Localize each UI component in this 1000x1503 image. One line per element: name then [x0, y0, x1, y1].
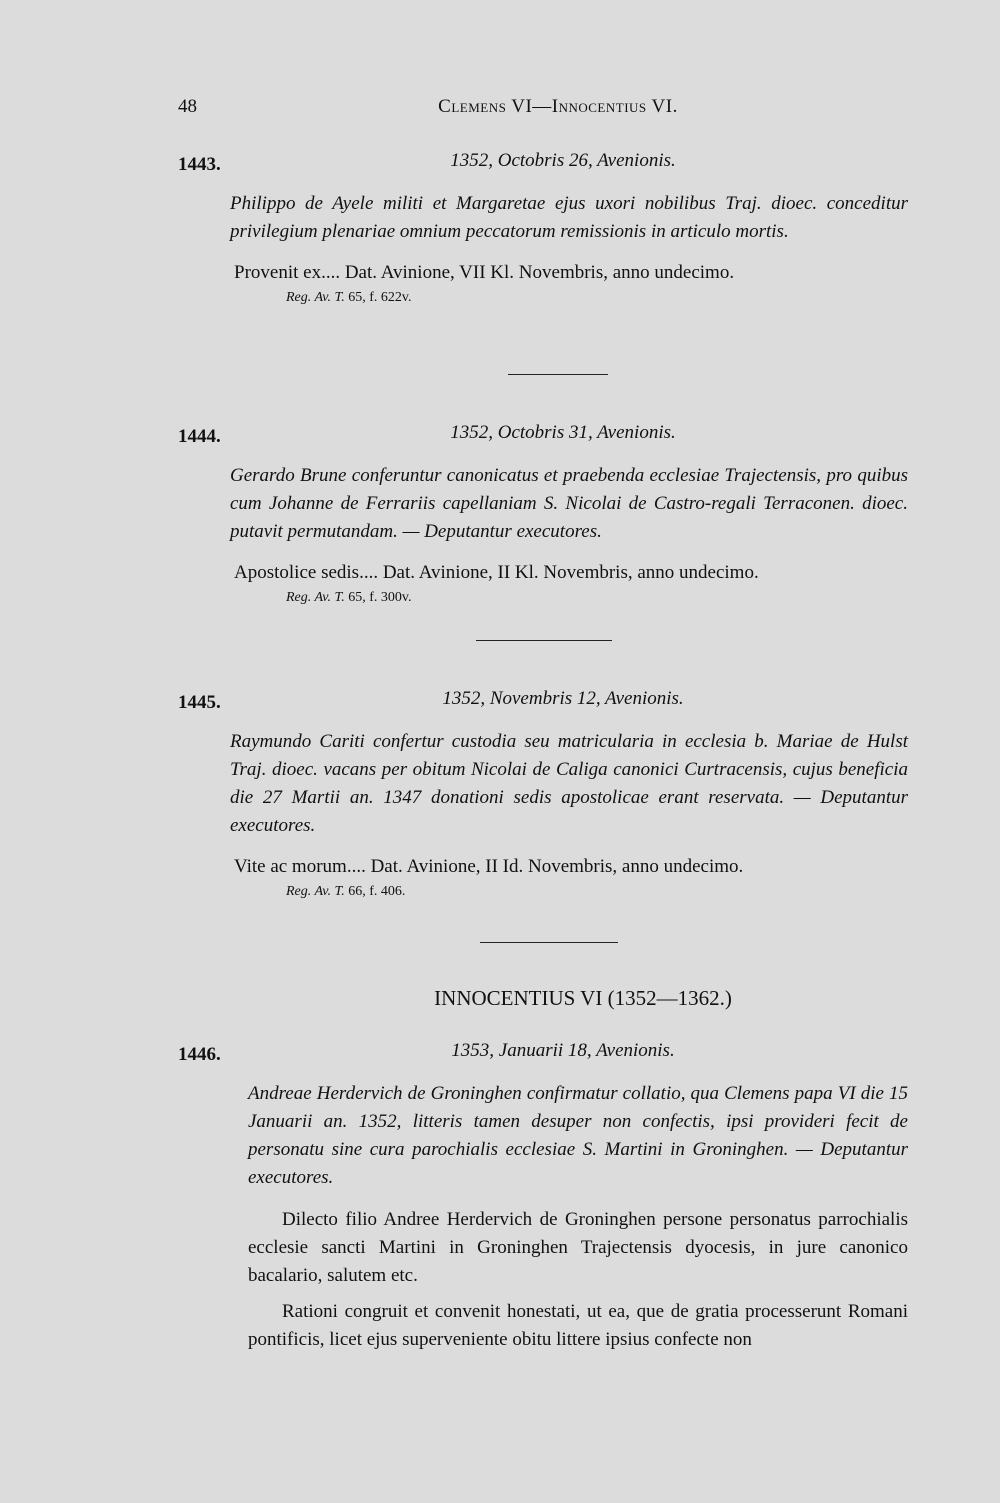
reference-location: 65, f. 622v.: [348, 290, 412, 305]
entry-1445: [178, 688, 908, 902]
entry-regest: Andreae Herdervich de Groninghen confirmatur collatio, qua Clemens papa VI die 15 Januarii an. 1352, litteris tamen desuper non confectis, ipsi provideri fecit de personatu sine cura parochialis ecclesiae S. Martini in Groninghen. — Deputantur executores.: [248, 1083, 908, 1188]
entry-1446: [178, 1040, 908, 1354]
reference-prefix: Reg. Av. T.: [286, 290, 345, 305]
page-header: [178, 96, 908, 128]
entry-number: 1444.: [178, 426, 221, 447]
reference-prefix: Reg. Av. T.: [286, 590, 345, 605]
entry-heading: [178, 422, 908, 452]
letter-address: Dilecto filio Andree Herdervich de Groninghen persone personatus parrochialis ecclesie sancti Martini in Groninghen Trajectensis dyocesis, in jure canonico bacalario, salutem etc.: [248, 1209, 908, 1286]
letter-body: Rationi congruit et convenit honestati, ut ea, que de gratia processerunt Romani pontificis, licet ejus superveniente obitu littere ipsius confecte non: [248, 1301, 908, 1350]
entry-dating: Provenit ex.... Dat. Avinione, VII Kl. Novembris, anno undecimo.: [234, 262, 735, 283]
entry-date: 1352, Octobris 26, Avenionis.: [450, 150, 676, 171]
running-title: Clemens VI—Innocentius VI.: [438, 96, 678, 117]
separator-rule: [508, 374, 608, 375]
entry-reference: [286, 882, 908, 902]
reference-location: 66, f. 406.: [348, 884, 406, 899]
reference-location: 65, f. 300v.: [348, 590, 412, 605]
entry-reference: [286, 588, 908, 608]
entry-1444: [178, 422, 908, 608]
entry-number: 1445.: [178, 692, 221, 713]
entry-dating: Apostolice sedis.... Dat. Avinione, II Kl. Novembris, anno undecimo.: [234, 562, 759, 583]
entry-heading: [178, 150, 908, 180]
entry-1443: [178, 150, 908, 308]
entry-dating: Vite ac morum.... Dat. Avinione, II Id. Novembris, anno undecimo.: [234, 856, 744, 877]
entry-heading: [178, 1040, 908, 1070]
entry-date: 1352, Novembris 12, Avenionis.: [442, 688, 684, 709]
separator-rule: [476, 640, 612, 641]
entry-date: 1352, Octobris 31, Avenionis.: [450, 422, 676, 443]
page-number: 48: [178, 96, 197, 117]
entry-regest: Philippo de Ayele militi et Margaretae ejus uxori nobilibus Traj. dioec. conceditur privilegium plenariae omnium peccatorum remissionis in articulo mortis.: [230, 193, 908, 242]
entry-number: 1443.: [178, 154, 221, 175]
section-title: INNOCENTIUS VI (1352—1362.): [434, 986, 732, 1010]
entry-regest: Gerardo Brune conferuntur canonicatus et praebenda ecclesiae Trajectensis, pro quibus cum Johanne de Ferrariis capellaniam S. Nicolai de Castro-regali Terraconen. dioec. putavit permutandam. — Deputantur executores.: [230, 465, 908, 542]
entry-number: 1446.: [178, 1044, 221, 1065]
entry-heading: [178, 688, 908, 718]
entry-date: 1353, Januarii 18, Avenionis.: [451, 1040, 675, 1061]
entry-reference: [286, 288, 908, 308]
entry-regest: Raymundo Cariti confertur custodia seu matricularia in ecclesia b. Mariae de Hulst Traj. dioec. vacans per obitum Nicolai de Caliga canonici Curtracensis, cujus beneficia die 27 Martii an. 1347 donationi sedis apostolicae erant reservata. — Deputantur executores.: [230, 731, 908, 836]
reference-prefix: Reg. Av. T.: [286, 884, 345, 899]
separator-rule: [480, 942, 618, 943]
